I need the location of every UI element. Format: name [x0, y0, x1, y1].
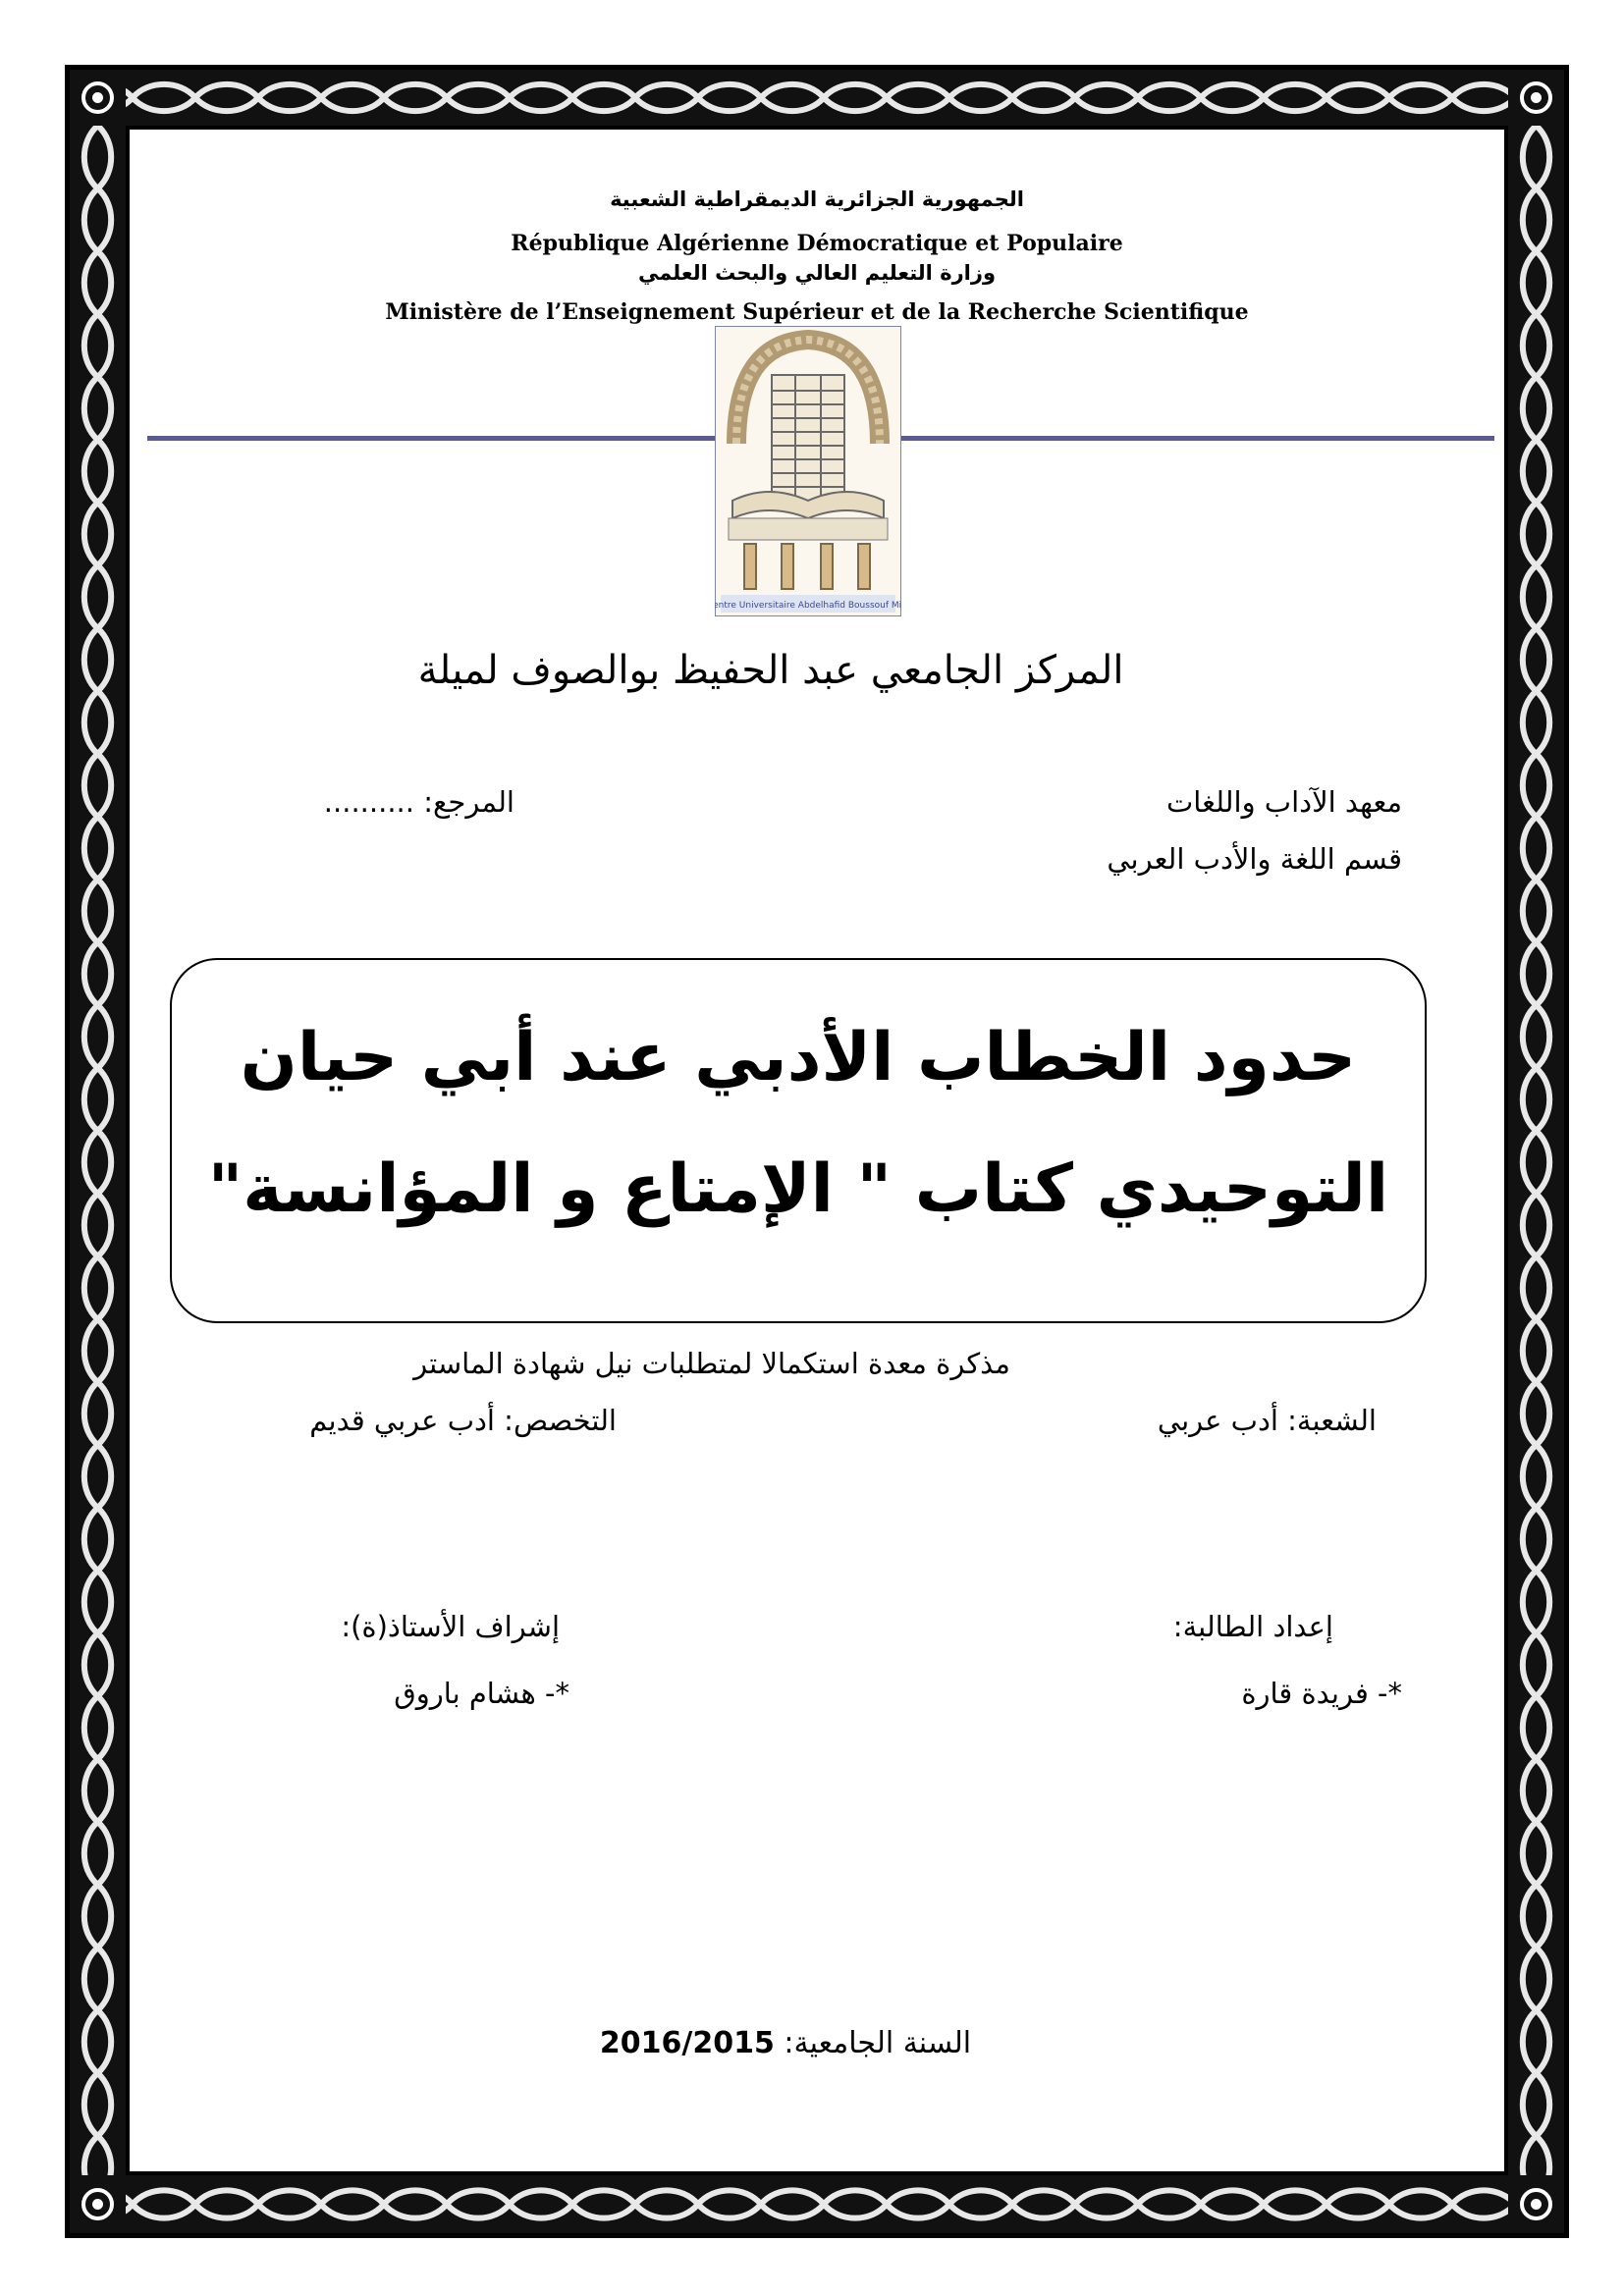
rope-strand — [84, 126, 98, 2175]
republic-name-french: République Algérienne Démocratique et Populaire — [511, 231, 1123, 256]
rope-strand — [1523, 126, 1537, 2175]
reference-field: المرجع: .......... — [323, 785, 514, 819]
republic-name-arabic: الجمهورية الجزائرية الديمقراطية الشعبية — [610, 187, 1024, 211]
ministry-name-french: Ministère de l’Enseignement Supérieur et de la Recherche Scientifique — [385, 299, 1249, 325]
university-name: المركز الجامعي عبد الحفيظ بوالصوف لميلة — [417, 648, 1124, 693]
corner-ornament-bottom-right — [1508, 2176, 1564, 2232]
supervisor-name: *- هشام باروق — [394, 1677, 569, 1710]
department-name: قسم اللغة والأدب العربي — [1107, 842, 1402, 876]
rope-strand — [70, 98, 1564, 112]
academic-year-label: السنة الجامعية: — [784, 2026, 972, 2060]
thesis-title-line-1: حدود الخطاب الأدبي عند أبي حيان — [240, 1019, 1357, 1096]
border-band-left — [70, 126, 126, 2175]
student-label: إعداد الطالبة: — [1172, 1610, 1333, 1643]
supervisor-label: إشراف الأستاذ(ة): — [341, 1610, 560, 1643]
university-logo — [715, 326, 901, 616]
academic-year — [393, 2026, 1178, 2060]
header-rule-right — [901, 436, 1494, 441]
ministry-name-arabic: وزارة التعليم العالي والبحث العلمي — [637, 261, 997, 285]
header-rule-left — [147, 436, 717, 441]
corner-ornament-top-right — [1508, 70, 1564, 126]
branch-field: الشعبة: أدب عربي — [1157, 1404, 1377, 1437]
logo-caption: Centre Universitaire Abdelhafid Boussouf Mila — [715, 601, 901, 611]
academic-year-value: 2016/2015 — [599, 2026, 775, 2060]
rope-strand — [70, 84, 1564, 98]
rope-strand — [70, 2190, 1564, 2204]
rope-strand — [70, 2205, 1564, 2218]
student-name: *- فريدة قارة — [1241, 1677, 1402, 1710]
border-band-top — [70, 70, 1564, 126]
corner-ornament-top-left — [70, 70, 126, 126]
thesis-title-box — [170, 958, 1427, 1323]
thesis-title-line-2: التوحيدي كتاب " الإمتاع و المؤانسة" — [207, 1150, 1389, 1228]
rope-strand — [1537, 126, 1550, 2175]
border-band-right — [1508, 126, 1564, 2175]
thesis-purpose-note: مذكرة معدة استكمالا لمتطلبات نيل شهادة الماستر — [413, 1347, 1010, 1380]
border-band-bottom — [70, 2175, 1564, 2233]
specialty-field: التخصص: أدب عربي قديم — [309, 1404, 617, 1437]
corner-ornament-bottom-left — [70, 2176, 126, 2232]
rope-strand — [98, 126, 112, 2175]
institute-name: معهد الآداب واللغات — [1165, 785, 1402, 819]
